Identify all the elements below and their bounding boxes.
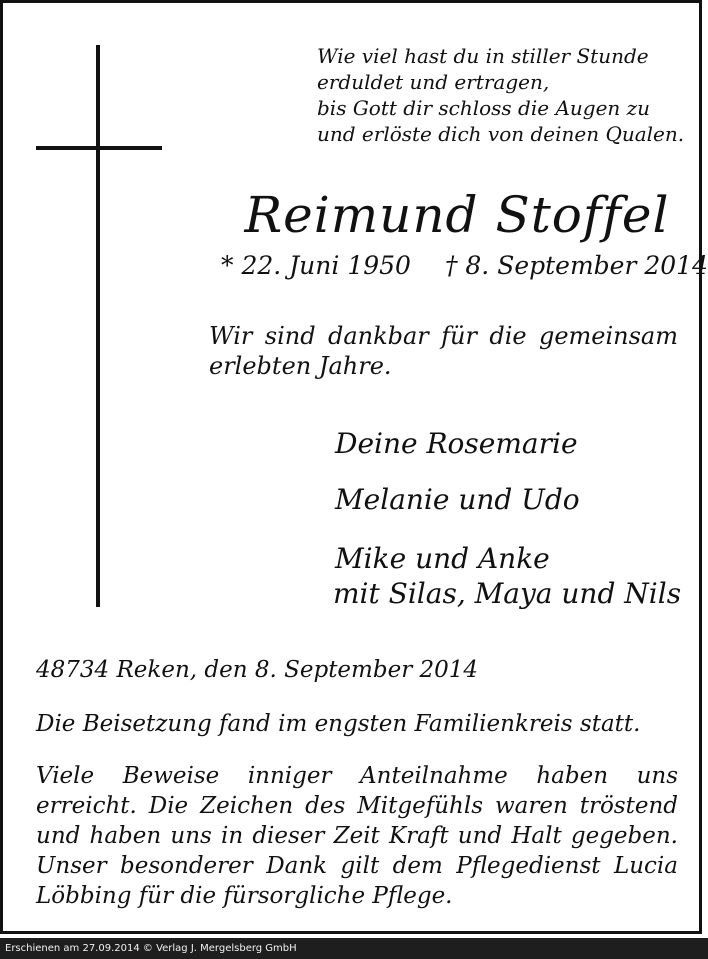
poem-line: und erlöste dich von deinen Qualen. [317, 122, 685, 146]
cross-vertical-bar [96, 45, 100, 607]
cross-horizontal-bar [36, 146, 162, 150]
thanks-text: Wir sind dankbar für die gemeinsam erlebten Jahre. [209, 322, 678, 380]
family-line-grandchildren: mit Silas, Maya und Nils [333, 577, 682, 610]
family-line-melanie-udo: Melanie und Udo [335, 483, 580, 516]
death-date: † 8. September 2014 [444, 251, 708, 280]
closing-thanks: Viele Beweise inniger Anteilnahme haben uns erreicht. Die Zeichen des Mitgefühls waren tröstend und haben uns in dieser Zeit Kraft und Halt gegeben. Unser besonderer Dank gilt dem Pflegedienst Lucia Löbbing für die fürsorgliche Pflege. [36, 763, 678, 909]
deceased-name: Reimund Stoffel [244, 186, 670, 244]
poem-line: erduldet und ertragen, [317, 70, 550, 94]
life-dates [221, 249, 708, 283]
burial-note: Die Beisetzung fand im engsten Familienkreis statt. [36, 711, 641, 737]
poem-line: bis Gott dir schloss die Augen zu [317, 96, 651, 120]
family-line-mike-anke: Mike und Anke [335, 542, 550, 575]
birth-date: * 22. Juni 1950 [221, 251, 411, 280]
poem-line: Wie viel hast du in stiller Stunde [317, 44, 649, 68]
poem [317, 43, 684, 147]
publication-footer: Erschienen am 27.09.2014 © Verlag J. Mergelsberg GmbH [0, 938, 708, 959]
place-date: 48734 Reken, den 8. September 2014 [36, 657, 479, 683]
family-line-rosemarie: Deine Rosemarie [335, 427, 578, 460]
